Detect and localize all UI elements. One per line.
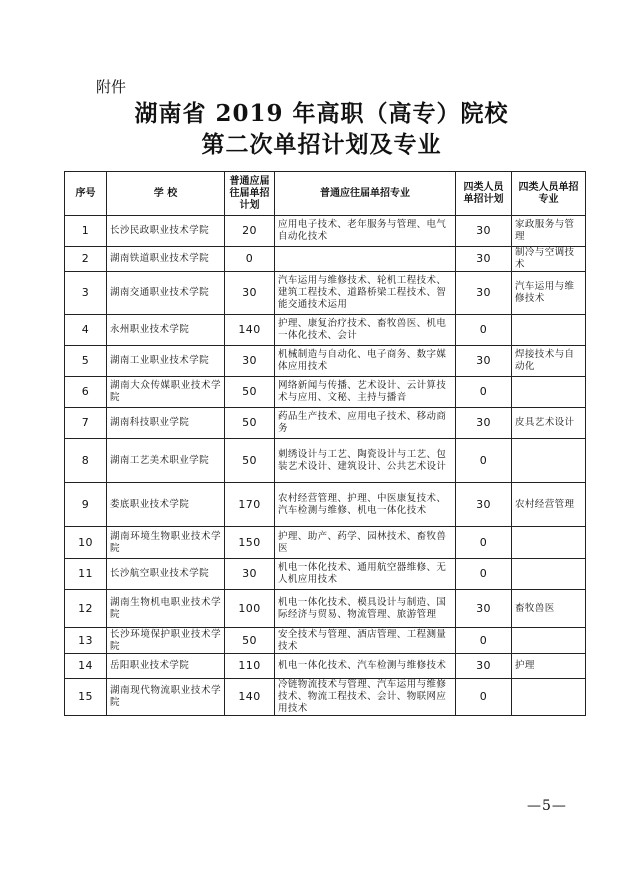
row-plan: 170 (225, 483, 275, 527)
row-school: 湖南工艺美术职业学院 (107, 439, 225, 483)
row-majors: 机电一体化技术、模具设计与制造、国际经济与贸易、物流管理、旅游管理 (275, 590, 456, 628)
table-row (65, 628, 586, 654)
row-no: 12 (65, 590, 107, 628)
table-row (65, 216, 586, 247)
row-school: 湖南大众传媒职业技术学院 (107, 377, 225, 408)
header-school: 学 校 (107, 172, 225, 216)
row-plan: 110 (225, 654, 275, 679)
row-plan4: 0 (456, 628, 512, 654)
row-plan: 30 (225, 346, 275, 377)
row-school: 永州职业技术学院 (107, 315, 225, 346)
row-no: 8 (65, 439, 107, 483)
row-majors4 (512, 315, 586, 346)
row-majors4: 家政服务与管理 (512, 216, 586, 247)
table-row (65, 272, 586, 315)
row-plan: 30 (225, 559, 275, 590)
row-school: 长沙民政职业技术学院 (107, 216, 225, 247)
row-majors4 (512, 527, 586, 559)
row-no: 4 (65, 315, 107, 346)
row-plan4: 30 (456, 590, 512, 628)
row-majors: 农村经营管理、护理、中医康复技术、汽车检测与维修、机电一体化技术 (275, 483, 456, 527)
row-plan4: 0 (456, 559, 512, 590)
row-plan4: 30 (456, 272, 512, 315)
row-plan4: 0 (456, 439, 512, 483)
row-majors4: 焊接技术与自动化 (512, 346, 586, 377)
row-plan4: 30 (456, 654, 512, 679)
row-majors: 冷链物流技术与管理、汽车运用与维修技术、物流工程技术、会计、物联网应用技术 (275, 679, 456, 716)
row-plan4: 30 (456, 346, 512, 377)
table-row (65, 315, 586, 346)
row-majors: 机电一体化技术、通用航空器维修、无人机应用技术 (275, 559, 456, 590)
table-row (65, 247, 586, 272)
row-majors4 (512, 377, 586, 408)
row-school: 湖南铁道职业技术学院 (107, 247, 225, 272)
row-school: 湖南交通职业技术学院 (107, 272, 225, 315)
row-no: 1 (65, 216, 107, 247)
document-title-line1: 湖南省 2019 年高职（高专）院校 (134, 100, 509, 127)
table-header-row (65, 172, 586, 216)
row-majors: 应用电子技术、老年服务与管理、电气自动化技术 (275, 216, 456, 247)
header-majors: 普通应往届单招专业 (275, 172, 456, 216)
row-majors4 (512, 439, 586, 483)
row-plan: 20 (225, 216, 275, 247)
row-plan4: 30 (456, 247, 512, 272)
row-plan4: 0 (456, 315, 512, 346)
header-no: 序号 (65, 172, 107, 216)
row-majors: 护理、康复治疗技术、畜牧兽医、机电一体化技术、会计 (275, 315, 456, 346)
row-plan4: 30 (456, 483, 512, 527)
row-majors4: 护理 (512, 654, 586, 679)
row-majors: 药品生产技术、应用电子技术、移动商务 (275, 408, 456, 439)
row-majors: 刺绣设计与工艺、陶瓷设计与工艺、包装艺术设计、建筑设计、公共艺术设计 (275, 439, 456, 483)
table-row (65, 408, 586, 439)
row-majors4 (512, 679, 586, 716)
row-plan: 140 (225, 315, 275, 346)
row-plan: 30 (225, 272, 275, 315)
row-school: 湖南生物机电职业技术学院 (107, 590, 225, 628)
row-majors: 机电一体化技术、汽车检测与维修技术 (275, 654, 456, 679)
row-majors: 机械制造与自动化、电子商务、数字媒体应用技术 (275, 346, 456, 377)
row-majors4 (512, 628, 586, 654)
table-row (65, 559, 586, 590)
row-school: 娄底职业技术学院 (107, 483, 225, 527)
row-majors (275, 247, 456, 272)
table-row (65, 679, 586, 716)
table-row (65, 346, 586, 377)
row-plan: 0 (225, 247, 275, 272)
row-plan4: 0 (456, 377, 512, 408)
table-row (65, 527, 586, 559)
row-no: 10 (65, 527, 107, 559)
table-row (65, 483, 586, 527)
row-majors4 (512, 559, 586, 590)
row-no: 9 (65, 483, 107, 527)
row-school: 湖南环境生物职业技术学院 (107, 527, 225, 559)
row-no: 15 (65, 679, 107, 716)
row-plan: 50 (225, 408, 275, 439)
row-school: 岳阳职业技术学院 (107, 654, 225, 679)
table-row (65, 439, 586, 483)
row-no: 5 (65, 346, 107, 377)
attachment-label: 附件 (96, 78, 127, 96)
document-title-line2: 第二次单招计划及专业 (201, 131, 442, 158)
row-school: 湖南工业职业技术学院 (107, 346, 225, 377)
page-number: —5— (527, 798, 567, 814)
row-plan: 50 (225, 628, 275, 654)
row-no: 11 (65, 559, 107, 590)
row-majors: 安全技术与管理、酒店管理、工程测量技术 (275, 628, 456, 654)
row-school: 长沙环境保护职业技术学院 (107, 628, 225, 654)
header-plan4: 四类人员单招计划 (456, 172, 512, 216)
table-row (65, 590, 586, 628)
row-majors: 汽车运用与维修技术、轮机工程技术、建筑工程技术、道路桥梁工程技术、智能交通技术运用 (275, 272, 456, 315)
row-plan: 100 (225, 590, 275, 628)
row-no: 3 (65, 272, 107, 315)
row-majors4: 畜牧兽医 (512, 590, 586, 628)
row-plan4: 0 (456, 679, 512, 716)
row-plan4: 30 (456, 216, 512, 247)
row-plan: 140 (225, 679, 275, 716)
table-row (65, 377, 586, 408)
row-school: 长沙航空职业技术学院 (107, 559, 225, 590)
row-majors: 网络新闻与传播、艺术设计、云计算技术与应用、文秘、主持与播音 (275, 377, 456, 408)
row-school: 湖南科技职业学院 (107, 408, 225, 439)
row-plan: 150 (225, 527, 275, 559)
row-no: 6 (65, 377, 107, 408)
row-no: 14 (65, 654, 107, 679)
row-majors4: 汽车运用与维修技术 (512, 272, 586, 315)
row-no: 2 (65, 247, 107, 272)
row-majors: 护理、助产、药学、园林技术、畜牧兽医 (275, 527, 456, 559)
header-plan: 普通应届往届单招计划 (225, 172, 275, 216)
row-plan4: 30 (456, 408, 512, 439)
table-row (65, 654, 586, 679)
row-plan: 50 (225, 439, 275, 483)
row-plan: 50 (225, 377, 275, 408)
row-majors4: 皮具艺术设计 (512, 408, 586, 439)
header-majors4: 四类人员单招专业 (512, 172, 586, 216)
row-no: 7 (65, 408, 107, 439)
row-plan4: 0 (456, 527, 512, 559)
row-no: 13 (65, 628, 107, 654)
row-school: 湖南现代物流职业技术学院 (107, 679, 225, 716)
row-majors4: 制冷与空调技术 (512, 247, 586, 272)
enrollment-plan-table (64, 171, 586, 716)
row-majors4: 农村经营管理 (512, 483, 586, 527)
